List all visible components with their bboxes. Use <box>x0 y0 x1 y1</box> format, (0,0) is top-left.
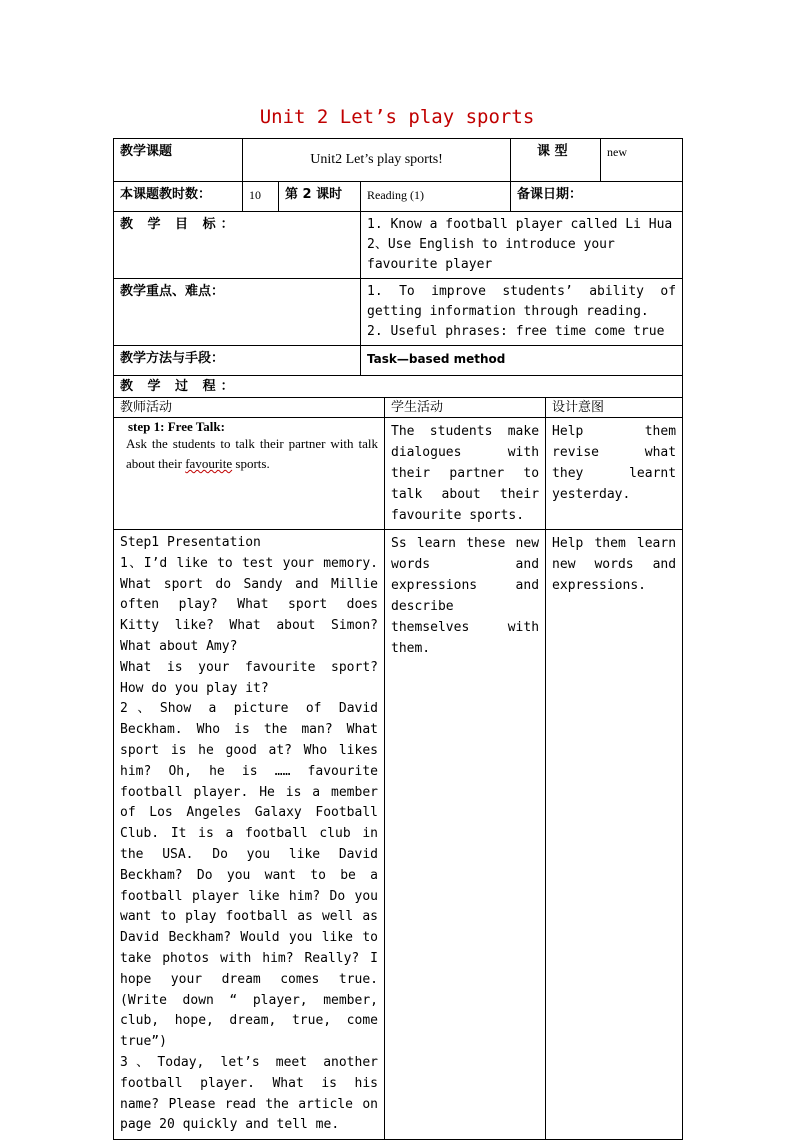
lesson-label: 第 2 课时 <box>279 182 361 212</box>
row-key-points <box>114 279 683 346</box>
lesson-plan-table <box>113 138 683 1140</box>
objectives-value <box>361 212 683 279</box>
key-points-label: 教学重点、难点： <box>114 279 361 346</box>
methods-value: Task—based method <box>361 346 683 376</box>
row-periods <box>114 182 683 212</box>
key-points-value <box>361 279 683 346</box>
row-methods <box>114 346 683 376</box>
process-label: 教 学 过 程： <box>114 376 683 398</box>
step2-design: Help them learn new words and expressions. <box>546 530 683 1140</box>
methods-label: 教学方法与手段： <box>114 346 361 376</box>
step2-teacher <box>114 530 385 1140</box>
step1-text-a: Ask the students to talk their partner with talk about their <box>126 436 378 471</box>
step2-paragraph: What is your favourite sport? How do you play it? <box>120 659 378 696</box>
objective-item: 1. Know a football player called Li Hua <box>367 217 673 232</box>
row-objectives <box>114 212 683 279</box>
type-label: 课 型 <box>511 139 601 182</box>
step1-student: The students make dialogues with their partner to talk about their favourite sports. <box>385 418 546 530</box>
step2-student: Ss learn these new words and expressions and describe themselves with them. <box>385 530 546 1140</box>
document-title: Unit 2 Let’s play sports <box>259 106 535 128</box>
col-design-header: 设计意图 <box>546 398 683 418</box>
step1-teacher <box>114 418 385 530</box>
step2-paragraph: 3、Today, let’s meet another football player. What is his name? Please read the article on page 20 quickly and tell me. <box>120 1054 378 1133</box>
row-column-headers <box>114 398 683 418</box>
step2-paragraph: 2、Show a picture of David Beckham. Who is the man? What sport is he good at? Who likes him? Oh, he is …… favourite football player. He is a member of Los Angeles Galaxy Football Club. It is a football club in the USA. Do you like David Beckham? Do you want to be a football player like him? Do you want to play football as well as David Beckham? Would you like to take photos with him? Really? I hope your dream comes true. (Write down “ player, member, club, hope, dream, true, come true”) <box>120 701 378 1050</box>
row-step-presentation <box>114 530 683 1140</box>
objectives-label: 教 学 目 标： <box>114 212 361 279</box>
topic-label: 教学课题 <box>114 139 243 182</box>
step1-design: Help them revise what they learnt yesterday. <box>546 418 683 530</box>
col-student-header: 学生活动 <box>385 398 546 418</box>
periods-value: 10 <box>243 182 279 212</box>
key-point-item: 1. To improve students’ ability of getting information through reading. <box>367 284 677 319</box>
lesson-value: Reading (1) <box>361 182 511 212</box>
prep-date-label: 备课日期： <box>511 182 683 212</box>
topic-value: Unit2 Let’s play sports! <box>243 139 511 182</box>
key-point-item: 2. Useful phrases: free time come true <box>367 324 665 339</box>
step1-heading: step 1: Free Talk: <box>128 419 225 434</box>
col-teacher-header: 教师活动 <box>114 398 385 418</box>
row-process <box>114 376 683 398</box>
step1-text-c: sports. <box>232 456 270 471</box>
objective-item: 2、Use English to introduce your favourite player <box>367 237 615 272</box>
step2-paragraph: 1、I’d like to test your memory. What sport do Sandy and Millie often play? What sport does Kitty like? What about Simon? What about Amy? <box>120 555 378 654</box>
row-topic <box>114 139 683 182</box>
step2-heading: Step1 Presentation <box>120 535 261 550</box>
type-value: new <box>601 139 683 182</box>
row-step-free-talk <box>114 418 683 530</box>
step1-text-b: favourite <box>185 456 233 471</box>
step1-teacher-text <box>122 434 378 474</box>
periods-label: 本课题教时数： <box>114 182 243 212</box>
